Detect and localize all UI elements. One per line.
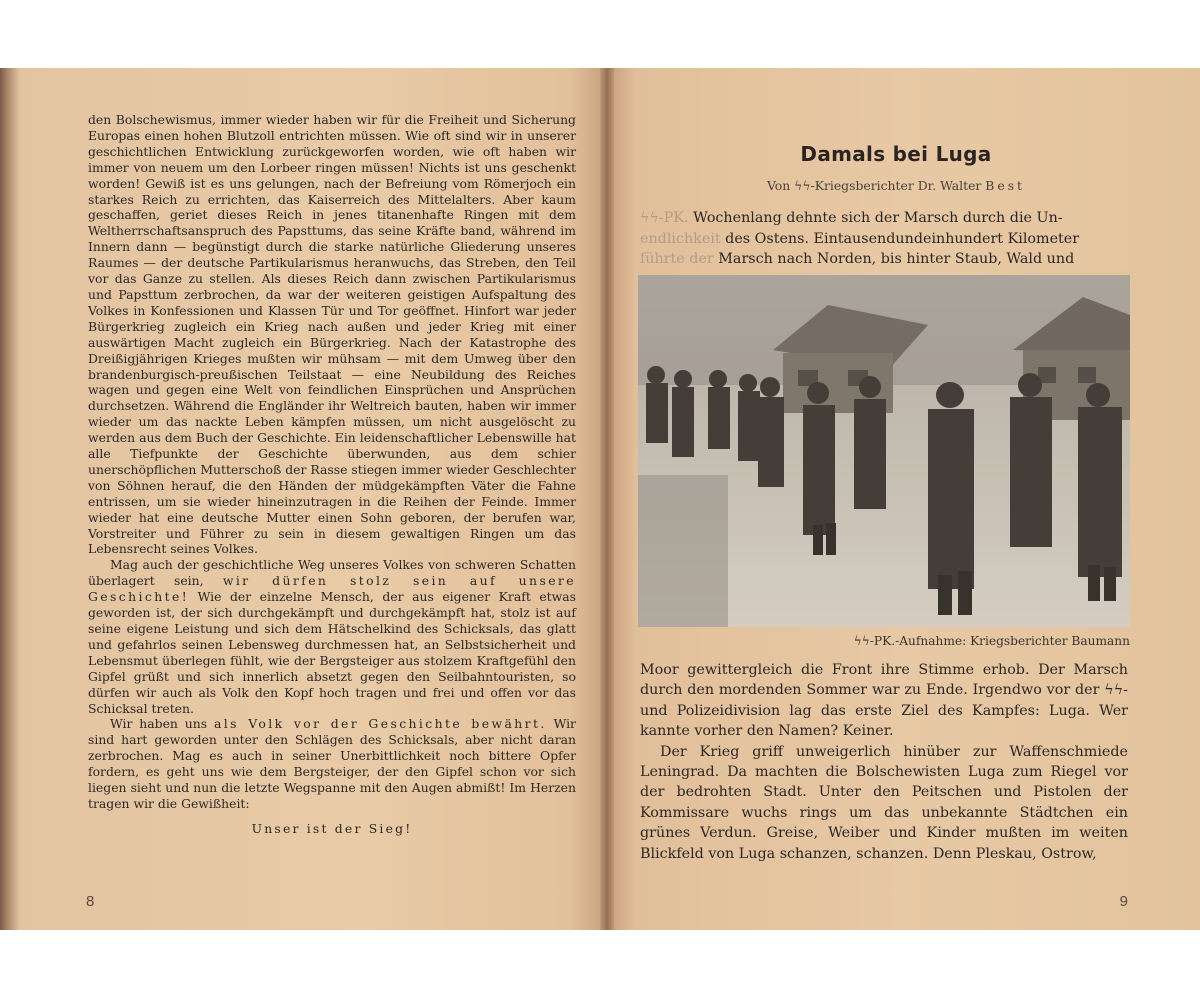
left-page [0,68,606,930]
photo-caption: ϟϟ-PK.-Aufnahme: Kriegsberichter Baumann [853,634,1130,648]
left-page-text [88,112,576,837]
byline-rune: ϟϟ [794,178,811,193]
paragraph-3-end: Wir sind hart geworden unter den Schlägen des Schicksals, aber nicht daran zerbrochen. Mag es auch in seiner Unerbittlichkeit noch bittere Opfer fordern, es geht uns wie dem Bergsteiger, der den Gipfel schon vor sich liegen sieht und nun die letzte Wegspanne mit den Augen abmißt! Im Herzen tragen wir die Gewißheit: [88,716,576,811]
book-gutter [600,68,614,930]
paragraph-3 [88,716,576,811]
intro-text-2: des Ostens. Eintausendundeinhundert Kilometer [720,230,1080,247]
byline-author: Best [985,178,1026,193]
article-body [640,660,1128,864]
article-byline [636,178,1156,193]
intro-line-3 [640,249,1128,270]
intro-faded-3: führte der [640,251,714,267]
paragraph-3-start: Wir haben uns [110,716,215,732]
body-paragraph-2: Der Krieg griff unweigerlich hinüber zur Waffenschmiede Leningrad. Da machten die Bolschewisten Luga zum Riegel vor der bedrohten Stadt. Unter den Peitschen und Pistolen der Kommissare wuchs rings um das unbekannte Städtchen ein grünes Verdun. Greise, Weiber und Kinder mußten im weiten Blickfeld von Luga schanzen, schanzen. Denn Pleskau, Ostrow, [640,743,1128,862]
article-title: Damals bei Luga [800,142,992,166]
paragraph-2 [88,557,576,716]
intro-text-1: Wochenlang dehnte sich der Marsch durch die Un- [688,210,1063,226]
intro-line-2 [640,229,1128,250]
page-number-right: 9 [1119,893,1128,910]
paragraph-2-emphasis: wir dürfen stolz sein auf unsere Geschichte! [88,573,576,605]
article-photo [638,275,1130,627]
byline-text: -Kriegsberichter Dr. Walter [810,178,986,193]
intro-text-3: Marsch nach Norden, bis hinter Staub, Wald und [713,251,1075,267]
body-paragraph-1: Moor gewittergleich die Front ihre Stimme erhob. Der Marsch durch den mordenden Sommer war zu Ende. Irgendwo vor der ϟϟ- und Polizeidivision lag das erste Ziel des Kampfes: Luga. Wer kannte vorher den Namen? Keiner. [640,662,1128,740]
page-number-left: 8 [86,893,95,910]
right-page [606,68,1200,930]
book-spread [0,68,1200,930]
paragraph-2-end: Wie der einzelne Mensch, der aus eigener Kraft etwas geworden ist, der sich durchgekämpft und durchgekämpft hat, stolz ist auf seine eigene Leistung und sich dem Hätschelkind des Schicksals, das glatt und gefahrlos seinen Lebensweg durchmessen hat, an Selbstsicherheit und Lebensmut überlegen fühlt, wie der Bergsteiger aus stolzem Kraftgefühl den Gipfel grüßt und sich innerlich absetzt gegen den Seilbahntouristen, so dürfen wir auch als Volk den Kopf hoch tragen und frei und offen vor das Schicksal treten. [88,589,576,716]
paragraph-2-start: Mag auch der geschichtliche Weg unseres Volkes von schweren Schatten überlagert sein, [88,557,576,589]
byline-prefix: Von [766,178,795,193]
intro-faded-1: ϟϟ-PK. [640,210,689,226]
closing-line: Unser ist der Sieg! [251,820,413,836]
intro-line-1 [640,208,1128,229]
photo-image [638,275,1130,627]
article-intro [640,208,1128,270]
paragraph-1: den Bolschewismus, immer wieder haben wir für die Freiheit und Sicherung Europas einen hohen Blutzoll entrichten müssen. Wie oft sind wir in unserer geschichtlichen Entwicklung zurückgeworfen worden, wie oft haben wir immer von neuem um den Lorbeer ringen müssen! Nichts ist uns geschenkt worden! Gewiß ist es uns gelungen, nach der Befreiung vom Römerjoch ein starkes Reich zu errichten, das Kaiserreich des Mittelalters. Aber kaum geschaffen, geriet dieses Reich in jenes titanenhafte Ringen mit dem Weltherrschaftsanspruch des Papsttums, das seine Kräfte band, während im Innern dann — begünstigt durch die starke natürliche Gliederung unseres Raumes — der deutsche Partikularismus heranwuchs, das Streben, den Teil vor das Ganze zu stellen. Als dieses Reich dann zwischen Partikularismus und Papsttum zerbrochen, da war der weiteren geistigen Aufspaltung des Volkes in Konfessionen und Klassen Tür und Tor geöffnet. Hinfort war jeder Bürgerkrieg zugleich ein Krieg nach außen und jeder Krieg mit einer auswärtigen Macht zugleich ein Bürgerkrieg. Nach der Katastrophe des Dreißigjährigen Krieges mußten wir mühsam — mit dem Umweg über den brandenburgisch-preußischen Teilstaat — eine Neubildung des Reiches wagen und gegen eine Welt von feindlichen Einsprüchen und Ansprüchen durchsetzen. Während die Engländer ihr Weltreich bauten, haben wir immer wieder um das nackte Leben kämpfen müssen, um nicht ausgelöscht zu werden aus dem Buch der Geschichte. Ein leidenschaftlicher Lebenswille hat alle Tiefpunkte der Geschichte überwunden, aus dem schier unerschöpflichen Mutterschoß der Rasse stiegen immer wieder Geschlechter von Söhnen herauf, die den Händen der müdgekämpften Väter die Fahne entrissen, um sie wieder hineinzutragen in die Reihen der Feinde. Immer wieder hat eine deutsche Mutter einen Sohn geboren, der berufen war, Vorstreiter und Führer zu sein in diesem gewaltigen Ringen um das Lebensrecht seines Volkes. [88,112,576,557]
paragraph-3-emphasis: als Volk vor der Geschichte bewährt. [214,716,547,732]
intro-faded-2: endlichkeit [640,230,721,247]
